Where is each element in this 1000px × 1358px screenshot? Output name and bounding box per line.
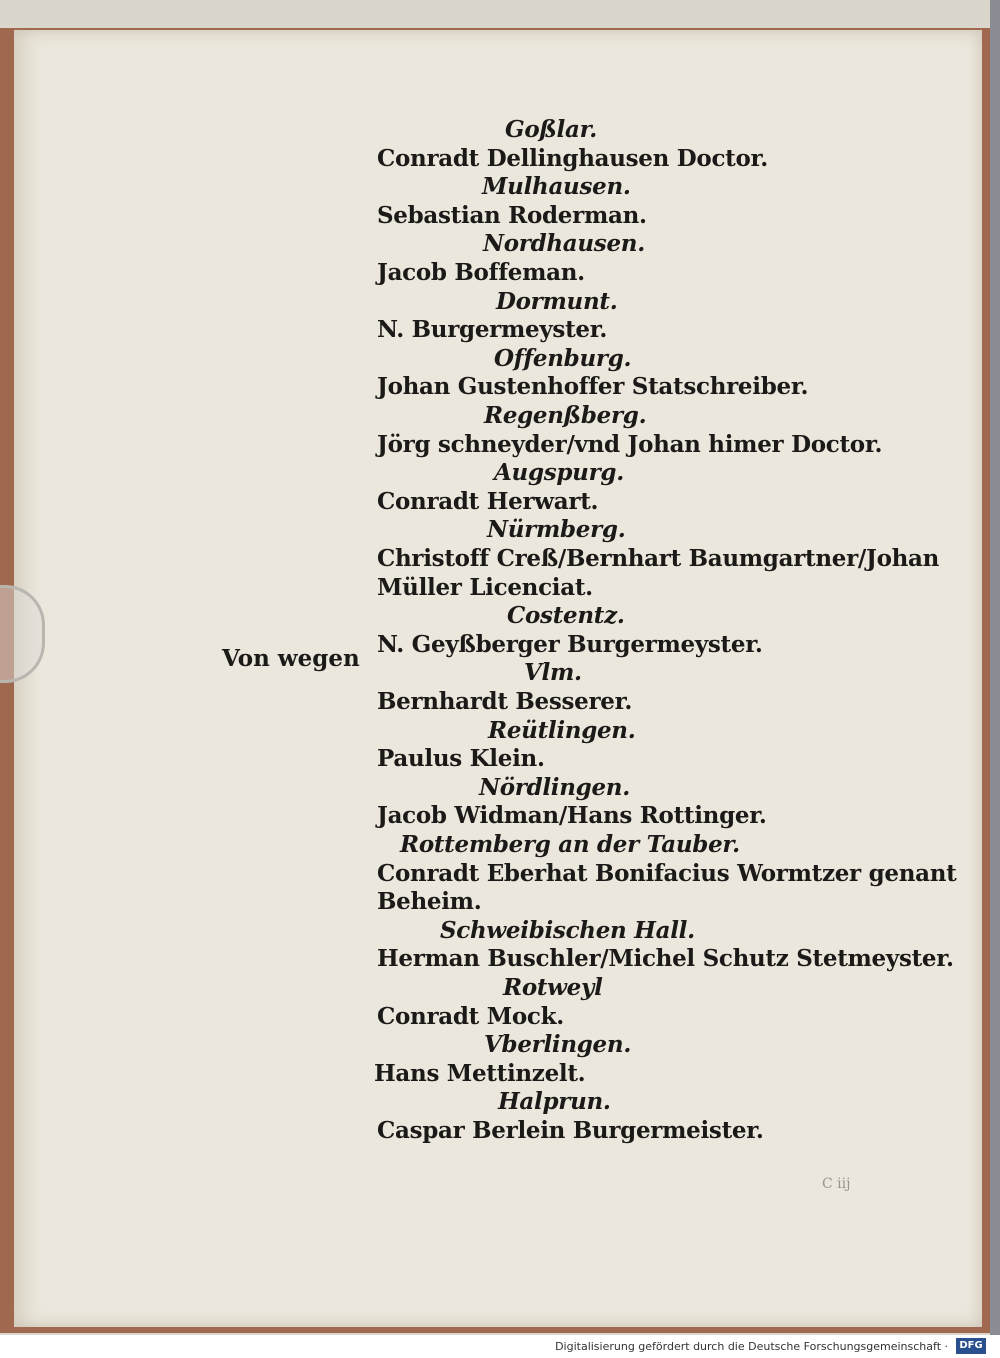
delegate-line: Conradt Mock. <box>377 1002 564 1030</box>
delegate-line: Jacob Boffeman. <box>377 259 585 286</box>
city-heading: Vberlingen. <box>484 1031 632 1059</box>
delegate-line: Paulus Klein. <box>377 745 545 773</box>
delegate-line: N. Burgermeyster. <box>377 316 608 344</box>
delegate-line: Christoff Creß/Bernhart Baumgartner/Johan <box>377 545 940 572</box>
delegate-line: Hans Mettinzelt. <box>374 1059 586 1087</box>
delegate-line: N. Geyßberger Burgermeyster. <box>377 630 763 658</box>
delegate-line: Caspar Berlein Burgermeister. <box>377 1117 764 1144</box>
city-heading: Nördlingen. <box>479 773 630 801</box>
city-heading: Nordhausen. <box>483 230 645 258</box>
delegate-line: Johan Gustenhoffer Statschreiber. <box>377 373 809 401</box>
delegate-line: Jacob Widman/Hans Rottinger. <box>377 802 767 830</box>
city-heading: Offenburg. <box>494 344 632 372</box>
city-heading: Schweibischen Hall. <box>440 916 695 944</box>
city-heading: Regenßberg. <box>484 402 647 429</box>
city-heading: Halprun. <box>498 1088 611 1116</box>
side-label: Von wegen <box>222 645 360 672</box>
city-heading: Vlm. <box>524 659 582 687</box>
city-heading: Costentz. <box>507 602 625 630</box>
city-heading: Reütlingen. <box>488 716 636 744</box>
delegate-line: Sebastian Roderman. <box>377 201 647 229</box>
city-heading: Dormunt. <box>496 287 618 315</box>
city-heading: Nürmberg. <box>487 516 626 544</box>
delegate-line: Jörg schneyder/vnd Johan himer Doctor. <box>377 430 883 458</box>
delegate-line: Conradt Eberhat Bonifacius Wormtzer genant <box>377 859 957 887</box>
city-heading: Rotweyl <box>503 974 603 1001</box>
delegate-line: Conradt Dellinghausen Doctor. <box>377 144 768 172</box>
delegate-line: Conradt Herwart. <box>377 487 599 515</box>
delegate-line: Herman Buschler/Michel Schutz Stetmeyster. <box>377 945 954 973</box>
delegate-line: Bernhardt Besserer. <box>377 688 633 715</box>
city-heading: Mulhausen. <box>482 173 631 201</box>
dfg-logo: DFG <box>956 1338 986 1354</box>
delegate-line: Beheim. <box>377 888 482 916</box>
city-heading: Rottemberg an der Tauber. <box>400 831 740 858</box>
delegate-line: Müller Licenciat. <box>377 573 593 601</box>
city-heading: Goßlar. <box>505 116 598 143</box>
page-signature: C iij <box>822 1176 851 1192</box>
viewer-edge <box>990 0 1000 1358</box>
footer-credit: Digitalisierung gefördert durch die Deutsche Forschungsgemeinschaft · <box>555 1340 948 1353</box>
footer-bar <box>0 1335 1000 1358</box>
city-heading: Augspurg. <box>494 459 624 487</box>
